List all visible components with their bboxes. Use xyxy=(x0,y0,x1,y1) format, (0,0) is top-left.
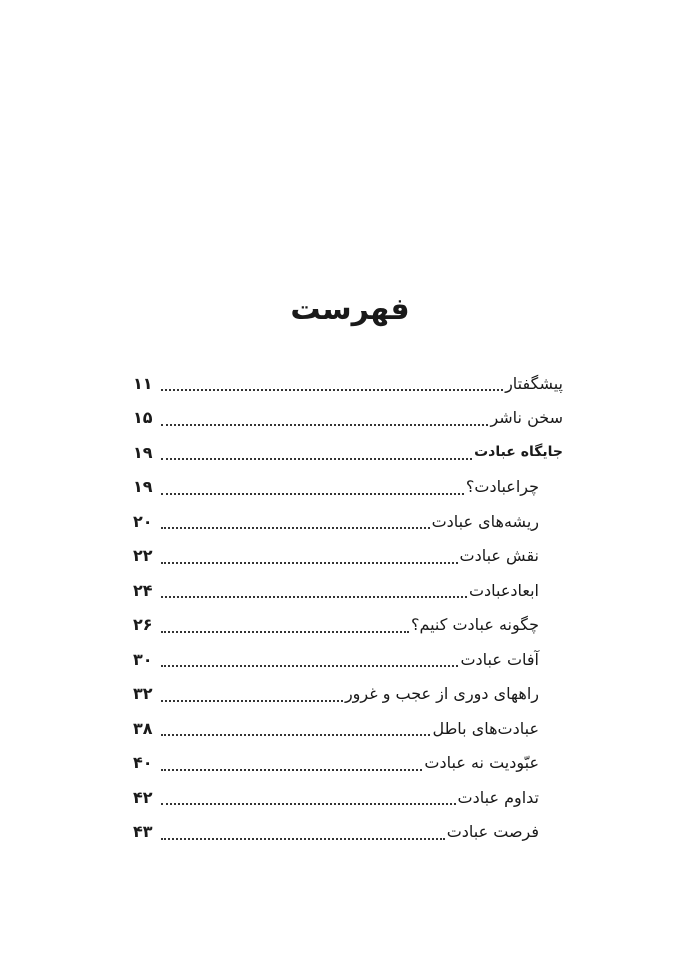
toc-entry[interactable] xyxy=(133,366,563,401)
toc-section-entry[interactable] xyxy=(133,435,563,470)
toc-entry-label: عبادت‌های باطل xyxy=(432,718,539,738)
toc-page-number: ۳۸ xyxy=(133,718,153,738)
toc-page-number: ۴۲ xyxy=(133,787,153,807)
toc-entry-label: سخن ناشر xyxy=(490,408,563,428)
toc-entry-label: تداوم عبادت xyxy=(457,787,539,807)
toc-page-number: ۱۱ xyxy=(133,373,153,393)
toc-subentry[interactable] xyxy=(133,677,563,712)
dot-leader xyxy=(161,751,422,771)
toc-page-number: ۴۰ xyxy=(133,753,153,773)
toc-subentry[interactable] xyxy=(133,746,563,781)
toc-page-number: ۱۹ xyxy=(133,477,153,497)
toc-page-number: ۴۳ xyxy=(133,822,153,842)
toc-subentry[interactable] xyxy=(133,470,563,505)
toc-page-number: ۲۰ xyxy=(133,511,153,531)
toc-subentry[interactable] xyxy=(133,573,563,608)
toc-page-number: ۱۵ xyxy=(133,408,153,428)
toc-entry-label: ریشه‌های عبادت xyxy=(431,511,539,531)
dot-leader xyxy=(161,647,458,667)
toc-entry-label: چگونه عبادت کنیم؟ xyxy=(410,615,539,635)
toc-entry[interactable] xyxy=(133,401,563,436)
toc-section-label: جایگاه عبادت xyxy=(474,444,563,461)
toc-entry-label: ابعادعبادت xyxy=(468,580,539,600)
toc-subentry[interactable] xyxy=(133,815,563,850)
toc-page-number: ۳۰ xyxy=(133,649,153,669)
page-title: فهرست xyxy=(290,292,410,327)
toc-page-number: ۲۲ xyxy=(133,546,153,566)
toc-entry-label: آفات عبادت xyxy=(460,649,539,669)
toc-subentry[interactable] xyxy=(133,642,563,677)
toc-entry-label: نقش عبادت xyxy=(459,546,539,566)
toc-subentry[interactable] xyxy=(133,780,563,815)
toc-entry-label: راههای دوری از عجب و غرور xyxy=(344,684,539,704)
toc-entry-label: عبّودیت نه عبادت xyxy=(424,753,539,773)
toc-page-number: ۲۴ xyxy=(133,580,153,600)
dot-leader xyxy=(161,785,456,805)
toc-page-number: ۲۶ xyxy=(133,615,153,635)
dot-leader xyxy=(161,406,488,426)
toc-subentry[interactable] xyxy=(133,711,563,746)
dot-leader xyxy=(161,475,464,495)
dot-leader xyxy=(161,613,409,633)
toc-subentry[interactable] xyxy=(133,539,563,574)
toc-entry-label: پیشگفتار xyxy=(505,373,563,393)
table-of-contents xyxy=(133,366,563,849)
toc-page-number: ۳۲ xyxy=(133,684,153,704)
toc-subentry[interactable] xyxy=(133,608,563,643)
dot-leader xyxy=(161,440,472,460)
toc-page-number: ۱۹ xyxy=(133,442,153,462)
dot-leader xyxy=(161,578,467,598)
dot-leader xyxy=(161,716,430,736)
dot-leader xyxy=(161,544,458,564)
toc-entry-label: فرصت عبادت xyxy=(446,822,539,842)
dot-leader xyxy=(161,682,343,702)
dot-leader xyxy=(161,820,445,840)
dot-leader xyxy=(161,509,430,529)
toc-entry-label: چراعبادت؟ xyxy=(465,477,539,497)
dot-leader xyxy=(161,371,503,391)
toc-subentry[interactable] xyxy=(133,504,563,539)
